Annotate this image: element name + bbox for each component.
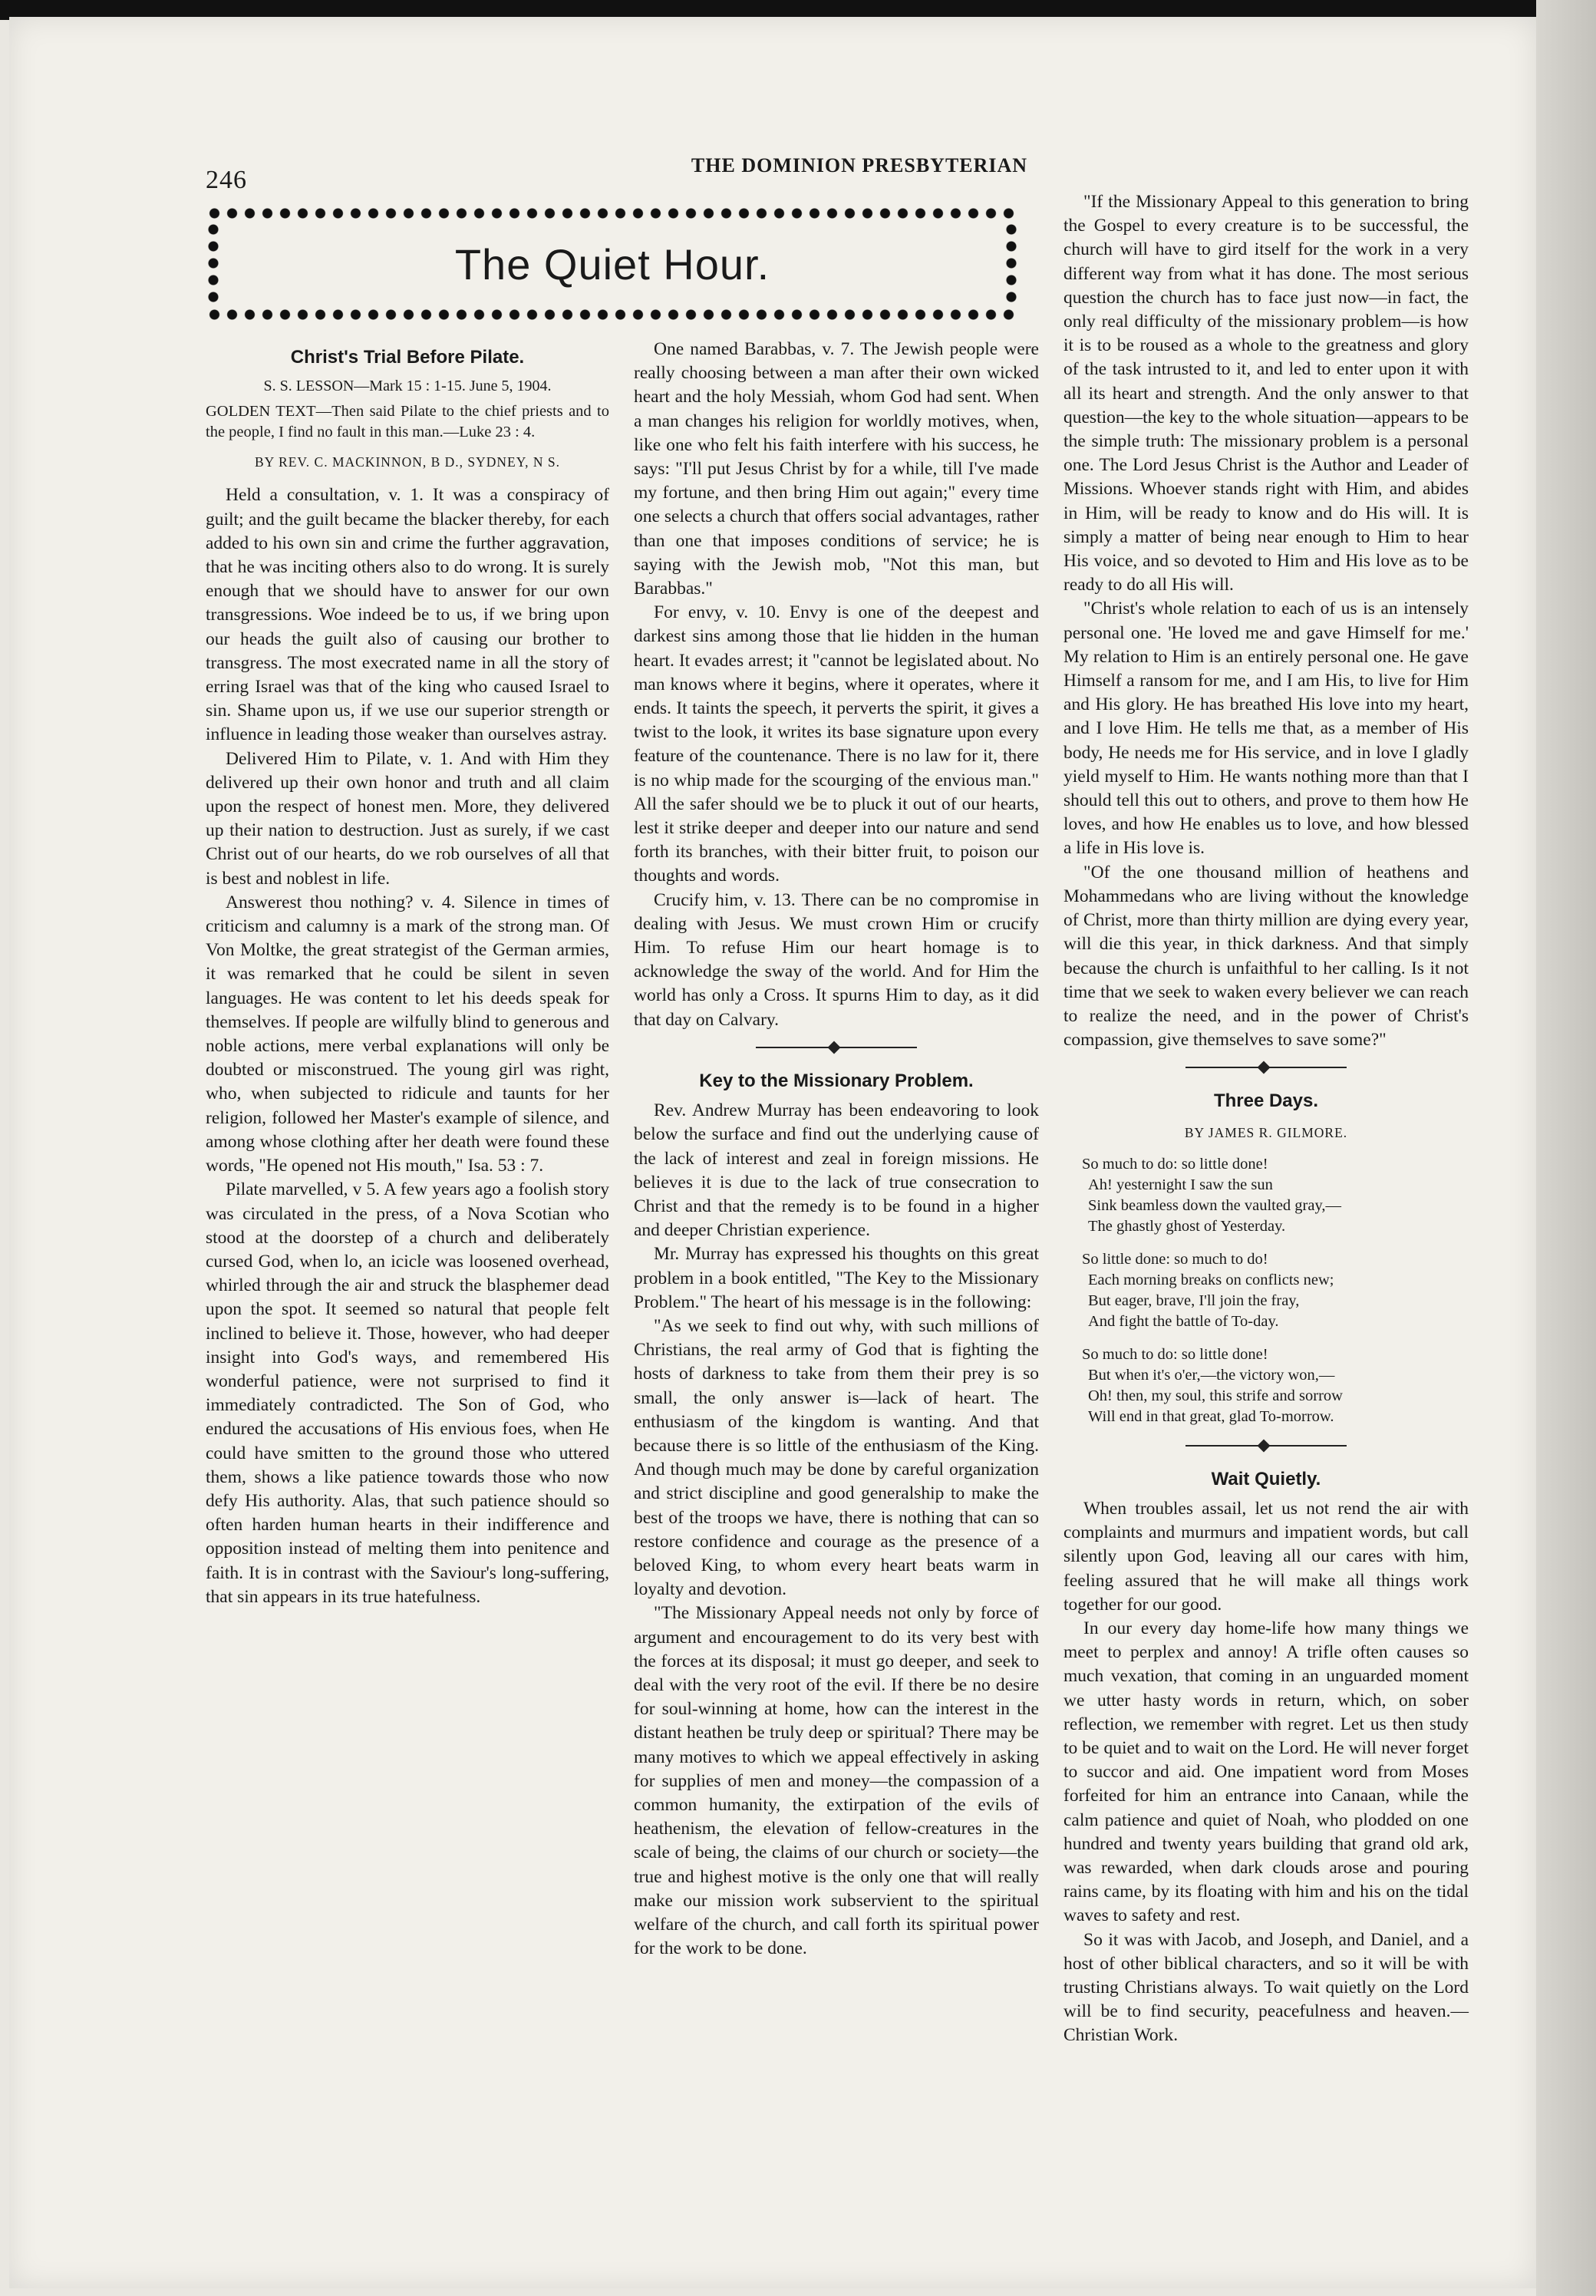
wait-title: Wait Quietly. xyxy=(1211,1468,1321,1489)
lesson-paragraph: Answerest thou nothing? v. 4. Silence in times of criticism and calumny is a mark of the strong man. Of Von Moltke, the great strategist of the German armies, it was remarked that he could be silent in seven languages. He was content to let his deeds speak for themselves. If people are wilfully blind to generous and noble actions, mere verbal explanations will only be doubted or misconstrued. The young girl was right, who, when subjected to ridicule and taunts for her religion, followed her Master's example of silence, and among whose clothing after her death were found these words, "He opened not His mouth," Isa. 53 : 7. xyxy=(206,892,609,1176)
missionary-paragraph: "Christ's whole relation to each of us is an intensely personal one. 'He loved me and gave Himself for me.' My relation to Him is an entirely personal one. He gave Himself a ransom for me, and I am His, to live for Him and His glory. He has breathed His love into my heart, and I love Him. He tells me that, as a member of His body, He needs me for His service, and in love I gladly yield myself to Him. He wants nothing more than that I should tell this out to others, and prove to them how He loves, and how He enables us to love, and how blessed a life in His love is. xyxy=(1063,599,1469,859)
poem-line: But when it's o'er,—the victory won,— xyxy=(1088,1366,1335,1384)
wait-paragraph: In our every day home-life how many things we meet to perplex and annoy! A trifle often causes so much vexation, that coming in an unguarded moment we utter hasty words in return, which, on sober reflection, we remember with regret. Let us then study to be quiet and to wait on the Lord. He will never forget to succor and aid. One impatient word from Moses forfeited for him an entrance into Canaan, while the calm patience and quiet of Noah, who plodded on one hundred and twenty years building that grand old ark, was rewarded, when dark clouds arose and pouring rains came, by its floating with him and his on the tidal waves to safety and rest. xyxy=(1063,1618,1469,1926)
wait-paragraph: So it was with Jacob, and Joseph, and Daniel, and a host of other biblical characters, and so it will be with trusting Christians always. To wait quietly on the Lord will be to find security, peacefulness and heaven.—Christian Work. xyxy=(1063,1929,1469,2046)
poem-line: Ah! yesternight I saw the sun xyxy=(1088,1176,1273,1193)
banner-border-bottom xyxy=(206,307,1019,322)
missionary-paragraph: "Of the one thousand million of heathens and Mohammedans who are living without the knowledge of Christ, more than thirty million are dying every year, will die this year, in thick darkness. And that simply because the church is unfaithful to her calling. Is it not time that we seek to waken every believer we can reach to realize the need, and in the power of Christ's compassion, give themselves to save some?" xyxy=(1063,862,1469,1051)
poem-line: Each morning breaks on conflicts new; xyxy=(1088,1271,1334,1288)
missionary-paragraph: "If the Missionary Appeal to this generation to bring the Gospel to every creature is to be successful, the church will have to gird itself for the work in a very different way from what it has done. The most serious question the church has to face just now—in fact, the only real difficulty of the missionary problem—is how it is to be roused as a whole to the greatness and glory of the task intrusted to it, and led to enter upon it with all its heart and strength. And the only answer to that question—the key to the whole situation—appears to be the simple truth: The missionary problem is a personal one. The Lord Jesus Christ is the Author and Leader of Missions. Whoever stands right with Him, and abides in Him, will be ready to know and do His will. It is simply a matter of being near enough to Him to hear His voice, and so devoted to Him and His love as to be ready to do all His will. xyxy=(1063,192,1469,595)
poem-line: Sink beamless down the vaulted gray,— xyxy=(1088,1196,1342,1214)
lesson-paragraph: Crucify him, v. 13. There can be no compromise in dealing with Jesus. We must crown Him or crucify Him. To refuse Him our heart homage is to acknowledge the sway of the world. And for Him the world has only a Cross. It spurns Him to day, as it did that day on Calvary. xyxy=(634,889,1039,1030)
column-1 xyxy=(206,345,609,1609)
lesson-reference: S. S. LESSON—Mark 15 : 1-15. June 5, 1904. xyxy=(263,378,552,395)
poem-line: So little done: so much to do! xyxy=(1082,1250,1268,1268)
poem-title: Three Days. xyxy=(1213,1090,1319,1112)
missionary-paragraph: "The Missionary Appeal needs not only by force of argument and encouragement to do its very best with the forces at its disposal; it must go deeper, and seek to deal with the very root of the evil. If there be no desire for soul-winning at home, how can the interest in the distant heathen be truly deep or spiritual? There may be many motives to which we appeal effectively in asking for supplies of men and money—the compassion of a common humanity, the extirpation of the evils of heathenism, the elevation of fellow-creatures in the scale of being, the claims of our church or society—the true and highest motive is the only one that will really make our mission work subservient to the spiritual welfare of the church, and call forth its spiritual power for the work to be done. xyxy=(634,1603,1039,1959)
section-divider xyxy=(1185,1440,1347,1452)
lesson-paragraph: Pilate marvelled, v 5. A few years ago a foolish story was circulated in the press, of a Nova Scotian who stood at the doorstep of a church and deliberately cursed God, when lo, an icicle was loosened overhead, whirled through the air and struck the blasphemer dead upon the spot. It seemed so natural that people felt inclined to believe it. Those, however, who had deeper insight into God's ways, and remembered His wonderful patience, were not surprised to find it immediately contradicted. The Son of God, who endured the accusations of His envious foes, when He could have smitten to the ground those who uttered them, shows a like patience towards those who now defy His authority. Alas, that such patience should so often harden human hearts in their indifference and opposition instead of melting them into penitence and faith. It is in contrast with the Saviour's long-suffering, that sin appears in its true hatefulness. xyxy=(206,1179,609,1607)
poem-stanza xyxy=(1082,1344,1469,1427)
missionary-paragraph: "As we seek to find out why, with such millions of Christians, the real army of God that is fighting the hosts of darkness to take from them their prey is so small, the only answer is—lack of heart. The enthusiasm of the kingdom is wanting. And that because there is so little of the enthusiasm of the King. And though much may be done by careful organization and strict discipline and good generalship to make the best of the troops we have, there is nothing that can so restore confidence and courage as the presence of a beloved King, to whom every heart beats warm in loyalty and devotion. xyxy=(634,1315,1039,1600)
missionary-paragraph: Mr. Murray has expressed his thoughts on this great problem in a book entitled, "The Key to the Missionary Problem." The heart of his message is in the following: xyxy=(634,1244,1039,1312)
poem-line: But eager, brave, I'll join the fray, xyxy=(1088,1292,1300,1309)
column-2 xyxy=(634,338,1039,1961)
lesson-paragraph: For envy, v. 10. Envy is one of the deepest and darkest sins among those that lie hidden in the human heart. It evades arrest; it "cannot be legislated about. No man knows where it begins, where it operates, where it ends. It taints the speech, it perverts the spirit, it gives a twist to the look, it writes its base signature upon every feature of the countenance. There is no law for it, there is no whip made for the scourging of the envious man." All the safer should we be to pluck it out of our hearts, lest it strike deeper and deeper into our nature and send forth its branches, with their bitter fruit, to poison our thoughts and words. xyxy=(634,602,1039,886)
poem-byline: BY JAMES R. GILMORE. xyxy=(1184,1124,1348,1140)
golden-text: GOLDEN TEXT—Then said Pilate to the chief priests and to the people, I find no fault in this man.—Luke 23 : 4. xyxy=(206,403,609,441)
lesson-title: Christ's Trial Before Pilate. xyxy=(290,347,525,368)
lesson-paragraph: Delivered Him to Pilate, v. 1. And with Him they delivered up their own honor and truth and all claim upon the respect of honest men. More, they delivered up their nation to destruction. Just as surely, if we cast Christ out of our hearts, do we rob ourselves of all that is best and noblest in life. xyxy=(206,748,609,889)
wait-paragraph: When troubles assail, let us not rend the air with complaints and murmurs and impatient words, but call silently upon God, leaving all our cares with him, feeling assured that he will make all things work together for our good. xyxy=(1063,1498,1469,1615)
banner-border-top xyxy=(206,206,1019,221)
poem-line: So much to do: so little done! xyxy=(1082,1345,1268,1363)
missionary-paragraph: Rev. Andrew Murray has been endeavoring to look below the surface and find out the underlying cause of the lack of interest and zeal in foreign missions. He believes it is due to the lack of true consecration to Christ and that the remedy is to be found in a higher and deeper Christian experience. xyxy=(634,1100,1039,1241)
lesson-paragraph: One named Barabbas, v. 7. The Jewish people were really choosing between a man after their own wicked heart and the holy Messiah, whom God had sent. When a man changes his religion for worldly motives, when, like one who felt his faith interfere with his success, he says: "I'll put Jesus Christ by for a while, till I've made my fortune, and then bring Him out again;" every time one selects a church that offers social advantages, rather than one that imposes conditions of service; he is saying with the Jewish mob, "Not this man, but Barabbas." xyxy=(634,339,1039,599)
section-divider xyxy=(1185,1061,1347,1074)
missionary-title: Key to the Missionary Problem. xyxy=(699,1070,974,1091)
poem-body xyxy=(1082,1154,1469,1427)
poem-line: Will end in that great, glad To-morrow. xyxy=(1088,1407,1334,1425)
lesson-byline: BY REV. C. MACKINNON, B D., SYDNEY, N S. xyxy=(255,454,560,470)
poem-line: The ghastly ghost of Yesterday. xyxy=(1088,1217,1286,1235)
scan-right-edge xyxy=(1536,0,1596,2296)
lesson-paragraph: Held a consultation, v. 1. It was a conspiracy of guilt; and the guilt became the blacker thereby, for each added to his own sin and crime the further aggravation, that he was inciting others also to do wrong. It is surely enough that we should have to answer for our own transgressions. Woe indeed be to us, if we bring upon our heads the guilt also of causing our brother to transgress. The most execrated name in all the story of erring Israel was that of the king who caused Israel to sin. Shame upon us, if we use our superior strength or influence in leading those weaker than ourselves astray. xyxy=(206,485,609,745)
section-divider xyxy=(756,1041,917,1054)
section-title: The Quiet Hour. xyxy=(454,240,770,289)
column-3 xyxy=(1063,190,1469,2048)
poem-line: And fight the battle of To-day. xyxy=(1088,1312,1279,1330)
poem-stanza xyxy=(1082,1249,1469,1332)
poem-line: Oh! then, my soul, this strife and sorrow xyxy=(1088,1387,1343,1404)
poem-line: So much to do: so little done! xyxy=(1082,1155,1268,1173)
section-banner xyxy=(206,206,1019,322)
poem-stanza xyxy=(1082,1154,1469,1237)
running-head: THE DOMINION PRESBYTERIAN xyxy=(691,154,1028,176)
page-number: 246 xyxy=(206,166,247,194)
